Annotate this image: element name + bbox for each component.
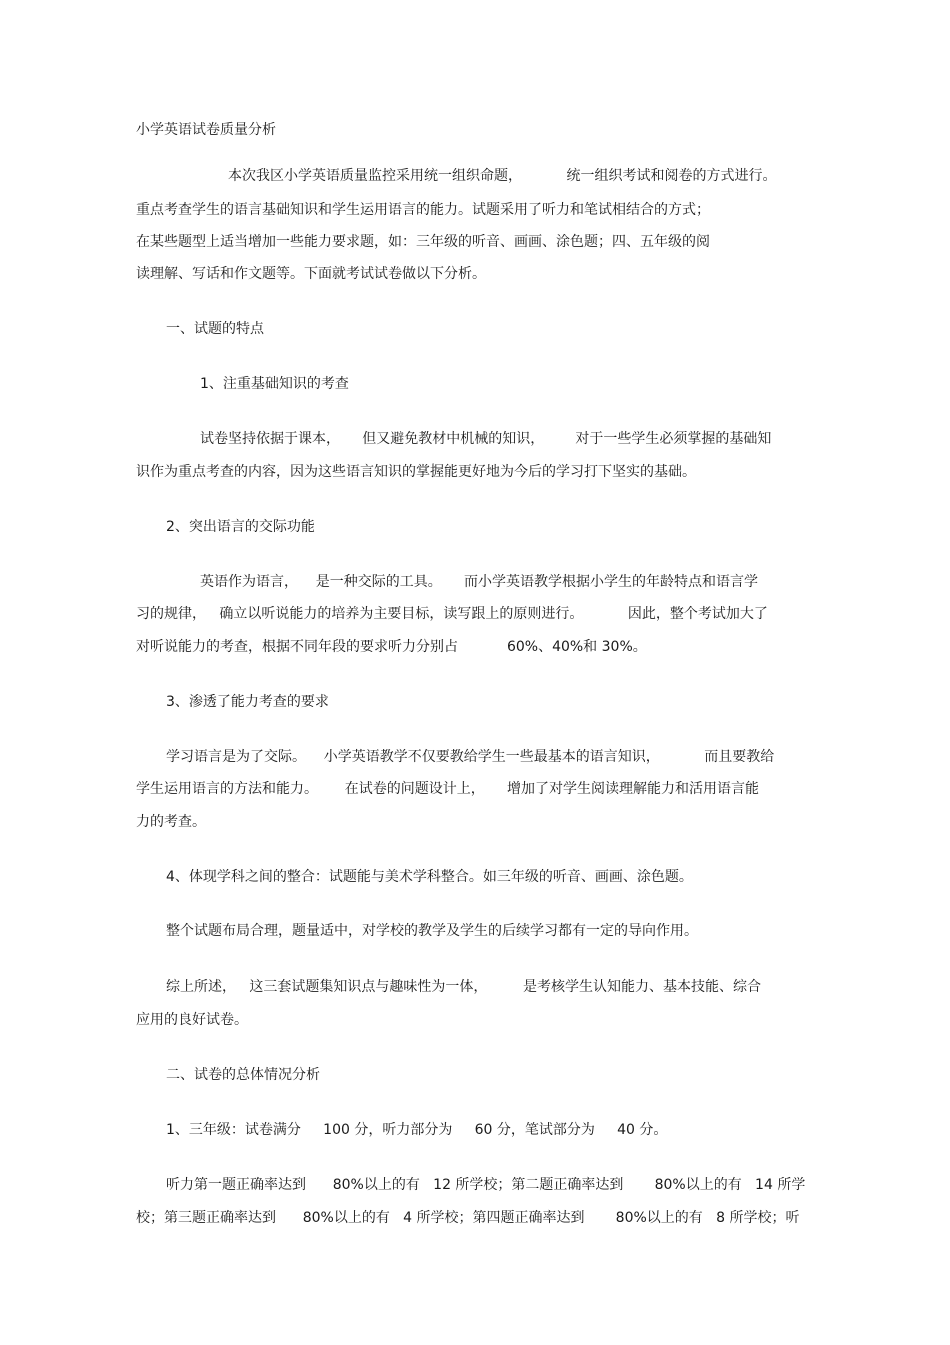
subsection-heading: 2、突出语言的交际功能 <box>166 519 315 535</box>
paragraph-line: 英语作为语言， 是一种交际的工具。 而小学英语教学根据小学生的年龄特点和语言学 <box>200 574 759 590</box>
subsection-heading: 1、三年级：试卷满分 100 分，听力部分为 60 分，笔试部分为 40 分。 <box>166 1122 668 1138</box>
paragraph-line: 在某些题型上适当增加一些能力要求题，如：三年级的听音、画画、涂色题；四、五年级的阅 <box>136 234 710 250</box>
paragraph-line: 识作为重点考查的内容，因为这些语言知识的掌握能更好地为今后的学习打下坚实的基础。 <box>136 464 696 480</box>
paragraph-line: 读理解、写话和作文题等。下面就考试试卷做以下分析。 <box>136 266 486 282</box>
document-title: 小学英语试卷质量分析 <box>136 122 276 138</box>
paragraph-line: 力的考查。 <box>136 814 206 830</box>
subsection-heading: 4、体现学科之间的整合：试题能与美术学科整合。如三年级的听音、画画、涂色题。 <box>166 869 693 885</box>
paragraph-line: 整个试题布局合理，题量适中，对学校的教学及学生的后续学习都有一定的导向作用。 <box>166 923 698 939</box>
paragraph-line: 校；第三题正确率达到 80%以上的有 4 所学校；第四题正确率达到 80%以上的有 8 所学校；听 <box>136 1210 800 1226</box>
paragraph-line: 习的规律， 确立以听说能力的培养为主要目标，读写跟上的原则进行。 因此，整个考试加大了 <box>136 606 768 622</box>
paragraph-line: 试卷坚持依据于课本， 但又避免教材中机械的知识， 对于一些学生必须掌握的基础知 <box>200 431 772 447</box>
section-heading: 一、试题的特点 <box>166 321 264 337</box>
paragraph-line: 应用的良好试卷。 <box>136 1012 248 1028</box>
paragraph-line: 学生运用语言的方法和能力。 在试卷的问题设计上， 增加了对学生阅读理解能力和活用语言能 <box>136 781 759 797</box>
section-heading: 二、试卷的总体情况分析 <box>166 1067 320 1083</box>
subsection-heading: 3、渗透了能力考查的要求 <box>166 694 329 710</box>
paragraph-line: 重点考查学生的语言基础知识和学生运用语言的能力。试题采用了听力和笔试相结合的方式； <box>136 202 710 218</box>
subsection-heading: 1、注重基础知识的考查 <box>200 376 349 392</box>
paragraph-line: 对听说能力的考查，根据不同年段的要求听力分别占 60%、40%和 30%。 <box>136 639 647 655</box>
paragraph-line: 学习语言是为了交际。 小学英语教学不仅要教给学生一些最基本的语言知识， 而且要教给 <box>166 749 775 765</box>
paragraph-line: 综上所述， 这三套试题集知识点与趣味性为一体， 是考核学生认知能力、基本技能、综合 <box>166 979 761 995</box>
paragraph-line: 听力第一题正确率达到 80%以上的有 12 所学校；第二题正确率达到 80%以上的有 14 所学 <box>166 1177 806 1193</box>
paragraph-line: 本次我区小学英语质量监控采用统一组织命题， 统一组织考试和阅卷的方式进行。 <box>228 168 777 184</box>
